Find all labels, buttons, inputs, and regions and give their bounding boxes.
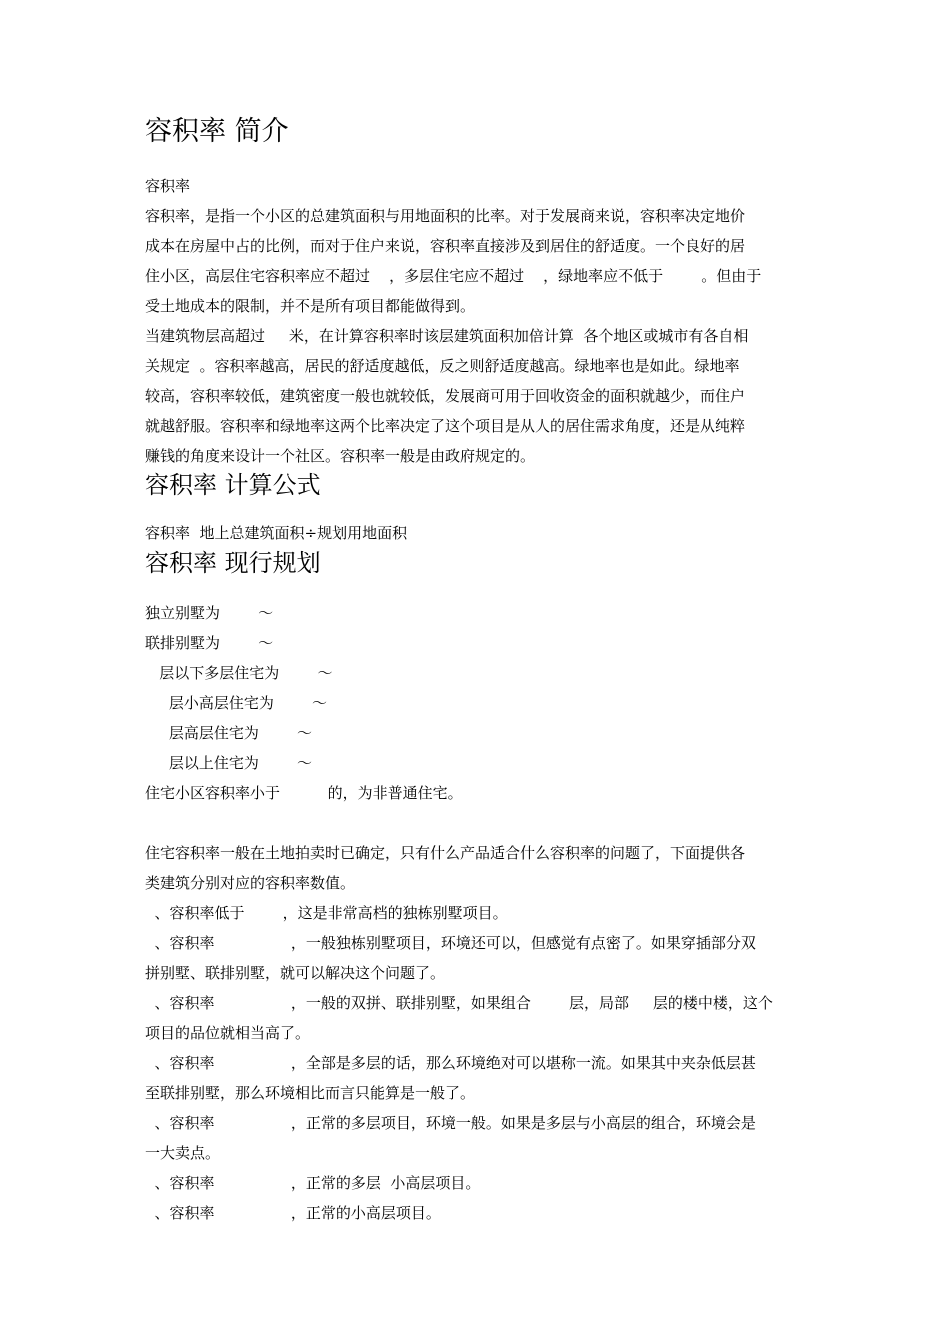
paragraph-line: 住宅容积率一般在土地拍卖时已确定，只有什么产品适合什么容积率的问题了，下面提供各 [145, 844, 746, 862]
list-item: 层高层住宅为 ～ [145, 724, 312, 742]
section-title-formula: 容积率 计算公式 [145, 471, 321, 499]
list-item: 层以上住宅为 ～ [145, 754, 312, 772]
list-item: 联排别墅为 ～ [145, 634, 274, 652]
paragraph-line: 住小区，高层住宅容积率应不超过 ，多层住宅应不超过 ，绿地率应不低于 。但由于 [145, 267, 762, 285]
section-title-planning: 容积率 现行规划 [145, 549, 321, 577]
formula-line: 容积率 地上总建筑面积÷规划用地面积 [145, 524, 408, 542]
paragraph-line: 赚钱的角度来设计一个社区。容积率一般是由政府规定的。 [145, 447, 536, 465]
list-item: 独立别墅为 ～ [145, 604, 274, 622]
list-item: 一大卖点。 [145, 1144, 221, 1162]
paragraph-line: 当建筑物层高超过 米，在计算容积率时该层建筑面积加倍计算 各个地区或城市有各自相 [145, 327, 749, 345]
list-item: 层以下多层住宅为 ～ [145, 664, 333, 682]
paragraph-line: 容积率，是指一个小区的总建筑面积与用地面积的比率。对于发展商来说，容积率决定地价 [145, 207, 746, 225]
list-item: 、容积率低于 ，这是非常高档的独栋别墅项目。 [145, 904, 508, 922]
section-title-intro: 容积率 简介 [145, 116, 289, 147]
paragraph-line: 受土地成本的限制，并不是所有项目都能做得到。 [145, 297, 476, 315]
list-item: 、容积率 ，一般独栋别墅项目，环境还可以，但感觉有点密了。如果穿插部分双 [145, 934, 756, 952]
paragraph-line: 较高，容积率较低，建筑密度一般也就较低，发展商可用于回收资金的面积就越少，而住户 [145, 387, 746, 405]
subtitle: 容积率 [145, 177, 191, 195]
list-item: 、容积率 ，全部是多层的话，那么环境绝对可以堪称一流。如果其中夹杂低层甚 [145, 1054, 756, 1072]
paragraph-line: 就越舒服。容积率和绿地率这两个比率决定了这个项目是从人的居住需求角度，还是从纯粹 [145, 417, 746, 435]
list-item: 、容积率 ，正常的小高层项目。 [145, 1204, 441, 1222]
list-item: 拼别墅、联排别墅，就可以解决这个问题了。 [145, 964, 446, 982]
list-item: 层小高层住宅为 ～ [145, 694, 327, 712]
paragraph-line: 关规定 。容积率越高，居民的舒适度越低，反之则舒适度越高。绿地率也是如此。绿地率 [145, 357, 740, 375]
paragraph-line: 类建筑分别对应的容积率数值。 [145, 874, 356, 892]
list-item: 、容积率 ，正常的多层项目，环境一般。如果是多层与小高层的组合，环境会是 [145, 1114, 756, 1132]
list-item: 住宅小区容积率小于 的，为非普通住宅。 [145, 784, 463, 802]
list-item: 、容积率 ，一般的双拼、联排别墅，如果组合 层，局部 层的楼中楼，这个 [145, 994, 773, 1012]
paragraph-line: 成本在房屋中占的比例，而对于住户来说，容积率直接涉及到居住的舒适度。一个良好的居 [145, 237, 746, 255]
list-item: 项目的品位就相当高了。 [145, 1024, 311, 1042]
list-item: 至联排别墅，那么环境相比而言只能算是一般了。 [145, 1084, 476, 1102]
list-item: 、容积率 ，正常的多层 小高层项目。 [145, 1174, 481, 1192]
